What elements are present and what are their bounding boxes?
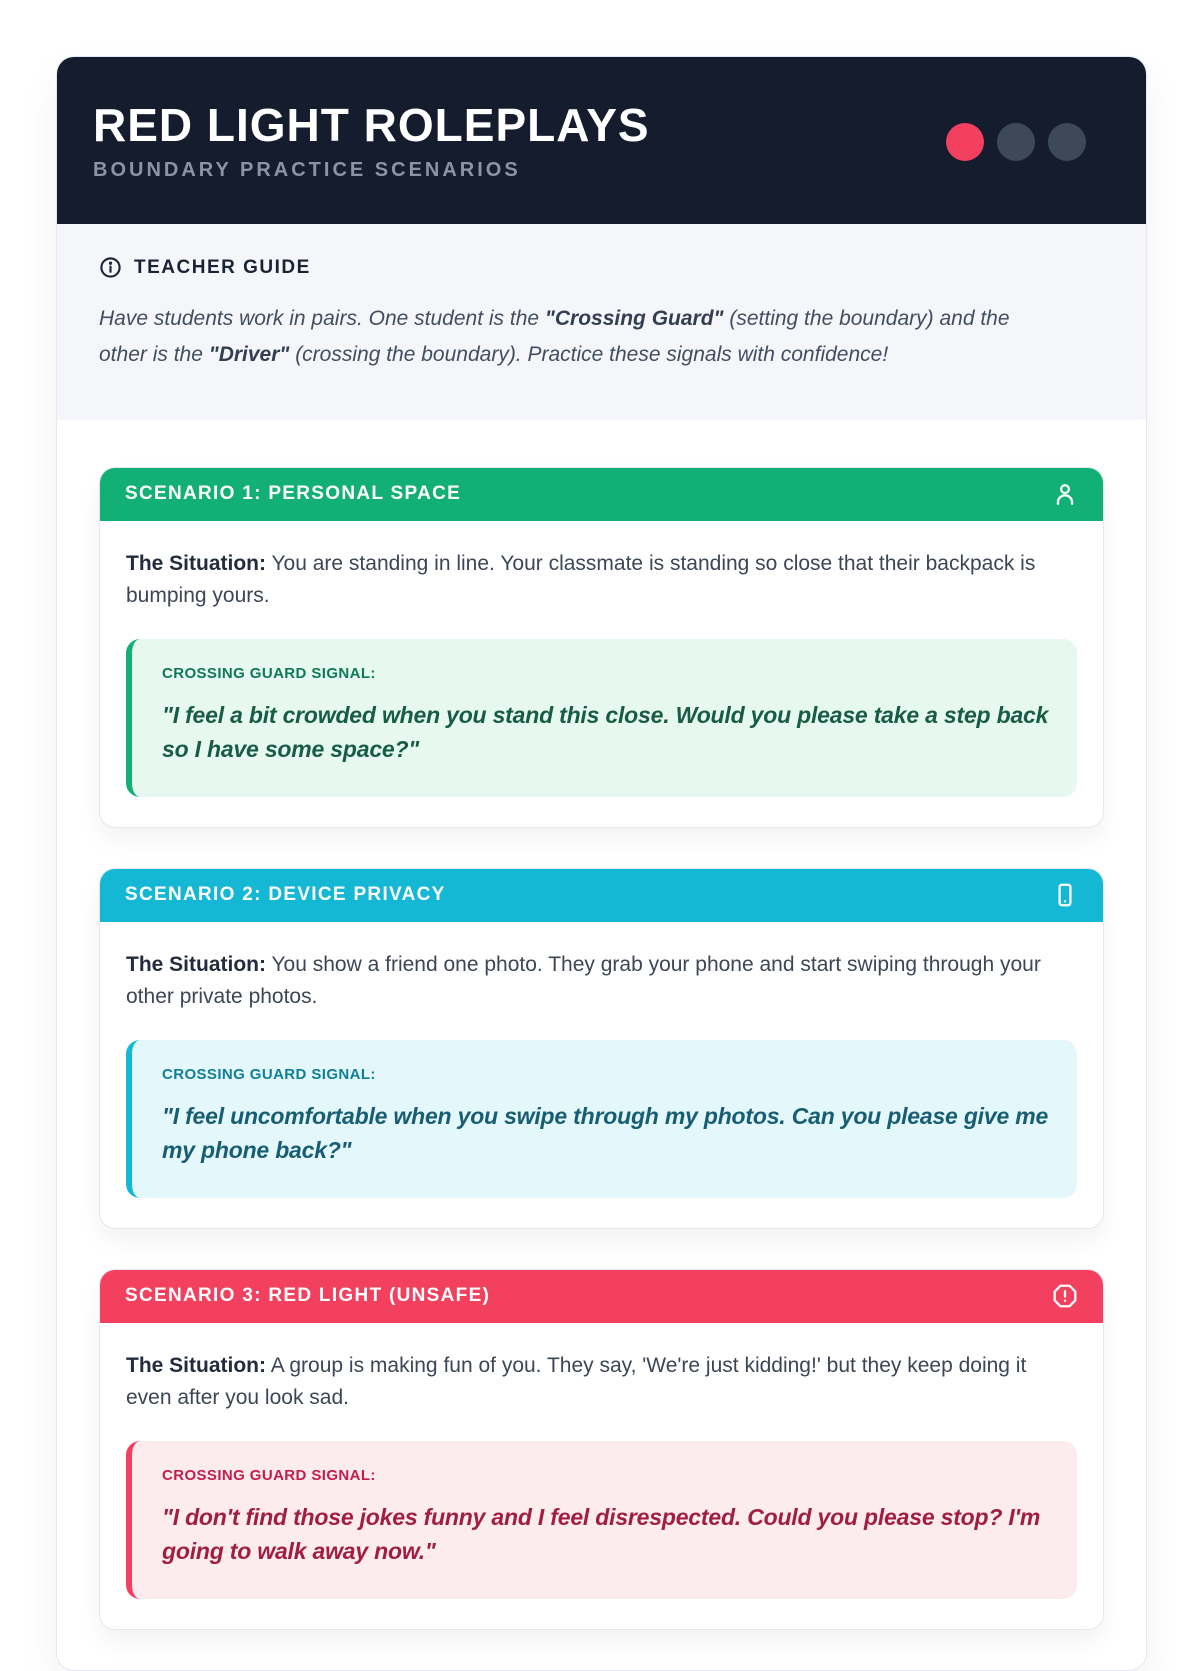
teacher-guide-label: TEACHER GUIDE — [134, 256, 311, 278]
situation-description: A group is making fun of you. They say, 'We're just kidding!' but they keep doing it even after you look sad. — [126, 1353, 1027, 1410]
quote-emphasis: Would you please take a step back so I have some space?" — [162, 701, 1049, 763]
alert-octagon-icon — [1052, 1283, 1078, 1309]
scenarios-container — [57, 420, 1146, 1630]
teacher-guide-section — [57, 224, 1146, 419]
traffic-light-dots — [946, 123, 1086, 161]
red-light-dot — [946, 123, 984, 161]
green-light-dot — [1048, 123, 1086, 161]
yellow-light-dot — [997, 123, 1035, 161]
signal-label: CROSSING GUARD SIGNAL: — [162, 1466, 376, 1484]
scenario-3-title: SCENARIO 3: RED LIGHT (UNSAFE) — [125, 1285, 491, 1307]
scenario-1-header — [100, 468, 1103, 521]
signal-quote — [162, 1099, 1049, 1168]
situation-label: The Situation: — [126, 952, 266, 976]
scenario-1-body — [100, 521, 1103, 827]
info-icon — [99, 256, 122, 279]
header-titles — [93, 101, 650, 182]
situation-label: The Situation: — [126, 1353, 266, 1377]
page-title: RED LIGHT ROLEPLAYS — [93, 99, 650, 151]
situation-description: You show a friend one photo. They grab your phone and start swiping through your other private photos. — [126, 952, 1041, 1009]
situation-text — [126, 548, 1077, 613]
quote-lead: "I don't find those jokes funny and I feel disrespected. — [162, 1503, 748, 1530]
situation-description: You are standing in line. Your classmate is standing so close that their backpack is bumping yours. — [126, 551, 1036, 608]
scenario-card-personal-space — [99, 467, 1104, 828]
crossing-guard-signal-box — [126, 1441, 1077, 1599]
scenario-2-title: SCENARIO 2: DEVICE PRIVACY — [125, 884, 446, 906]
scenario-3-header — [100, 1270, 1103, 1323]
signal-quote — [162, 1500, 1049, 1569]
teacher-guide-heading — [99, 256, 1060, 279]
crossing-guard-signal-box — [126, 1040, 1077, 1198]
quote-emphasis: Could you please stop? I'm going to walk away now." — [162, 1503, 1041, 1565]
scenario-3-body — [100, 1323, 1103, 1629]
situation-text — [126, 1350, 1077, 1415]
situation-label: The Situation: — [126, 551, 266, 575]
role-crossing-guard: "Crossing Guard" — [544, 307, 724, 331]
guide-text-mid: (setting the boundary) and the other is the — [99, 307, 1010, 367]
role-driver: "Driver" — [208, 343, 290, 367]
smartphone-icon — [1052, 882, 1078, 908]
page-subtitle: BOUNDARY PRACTICE SCENARIOS — [93, 159, 521, 182]
guide-text-prefix: Have students work in pairs. One student is the — [99, 307, 545, 331]
scenario-card-red-light-unsafe — [99, 1269, 1104, 1630]
signal-label: CROSSING GUARD SIGNAL: — [162, 1065, 376, 1083]
scenario-2-body — [100, 922, 1103, 1228]
situation-text — [126, 949, 1077, 1014]
guide-text-suffix: (crossing the boundary). Practice these signals with confidence! — [289, 343, 889, 367]
quote-emphasis: Can you please give me my phone back?" — [162, 1102, 1049, 1164]
teacher-guide-text — [99, 301, 1060, 373]
document-header — [57, 57, 1146, 224]
signal-quote — [162, 698, 1049, 767]
scenario-card-device-privacy — [99, 868, 1104, 1229]
signal-label: CROSSING GUARD SIGNAL: — [162, 664, 376, 682]
scenario-2-header — [100, 869, 1103, 922]
crossing-guard-signal-box — [126, 639, 1077, 797]
quote-lead: "I feel a bit crowded when you stand this close. — [162, 701, 676, 728]
user-icon — [1052, 481, 1078, 507]
scenario-1-title: SCENARIO 1: PERSONAL SPACE — [125, 483, 462, 505]
quote-lead: "I feel uncomfortable when you swipe through my photos. — [162, 1102, 792, 1129]
worksheet-document — [56, 56, 1147, 1671]
